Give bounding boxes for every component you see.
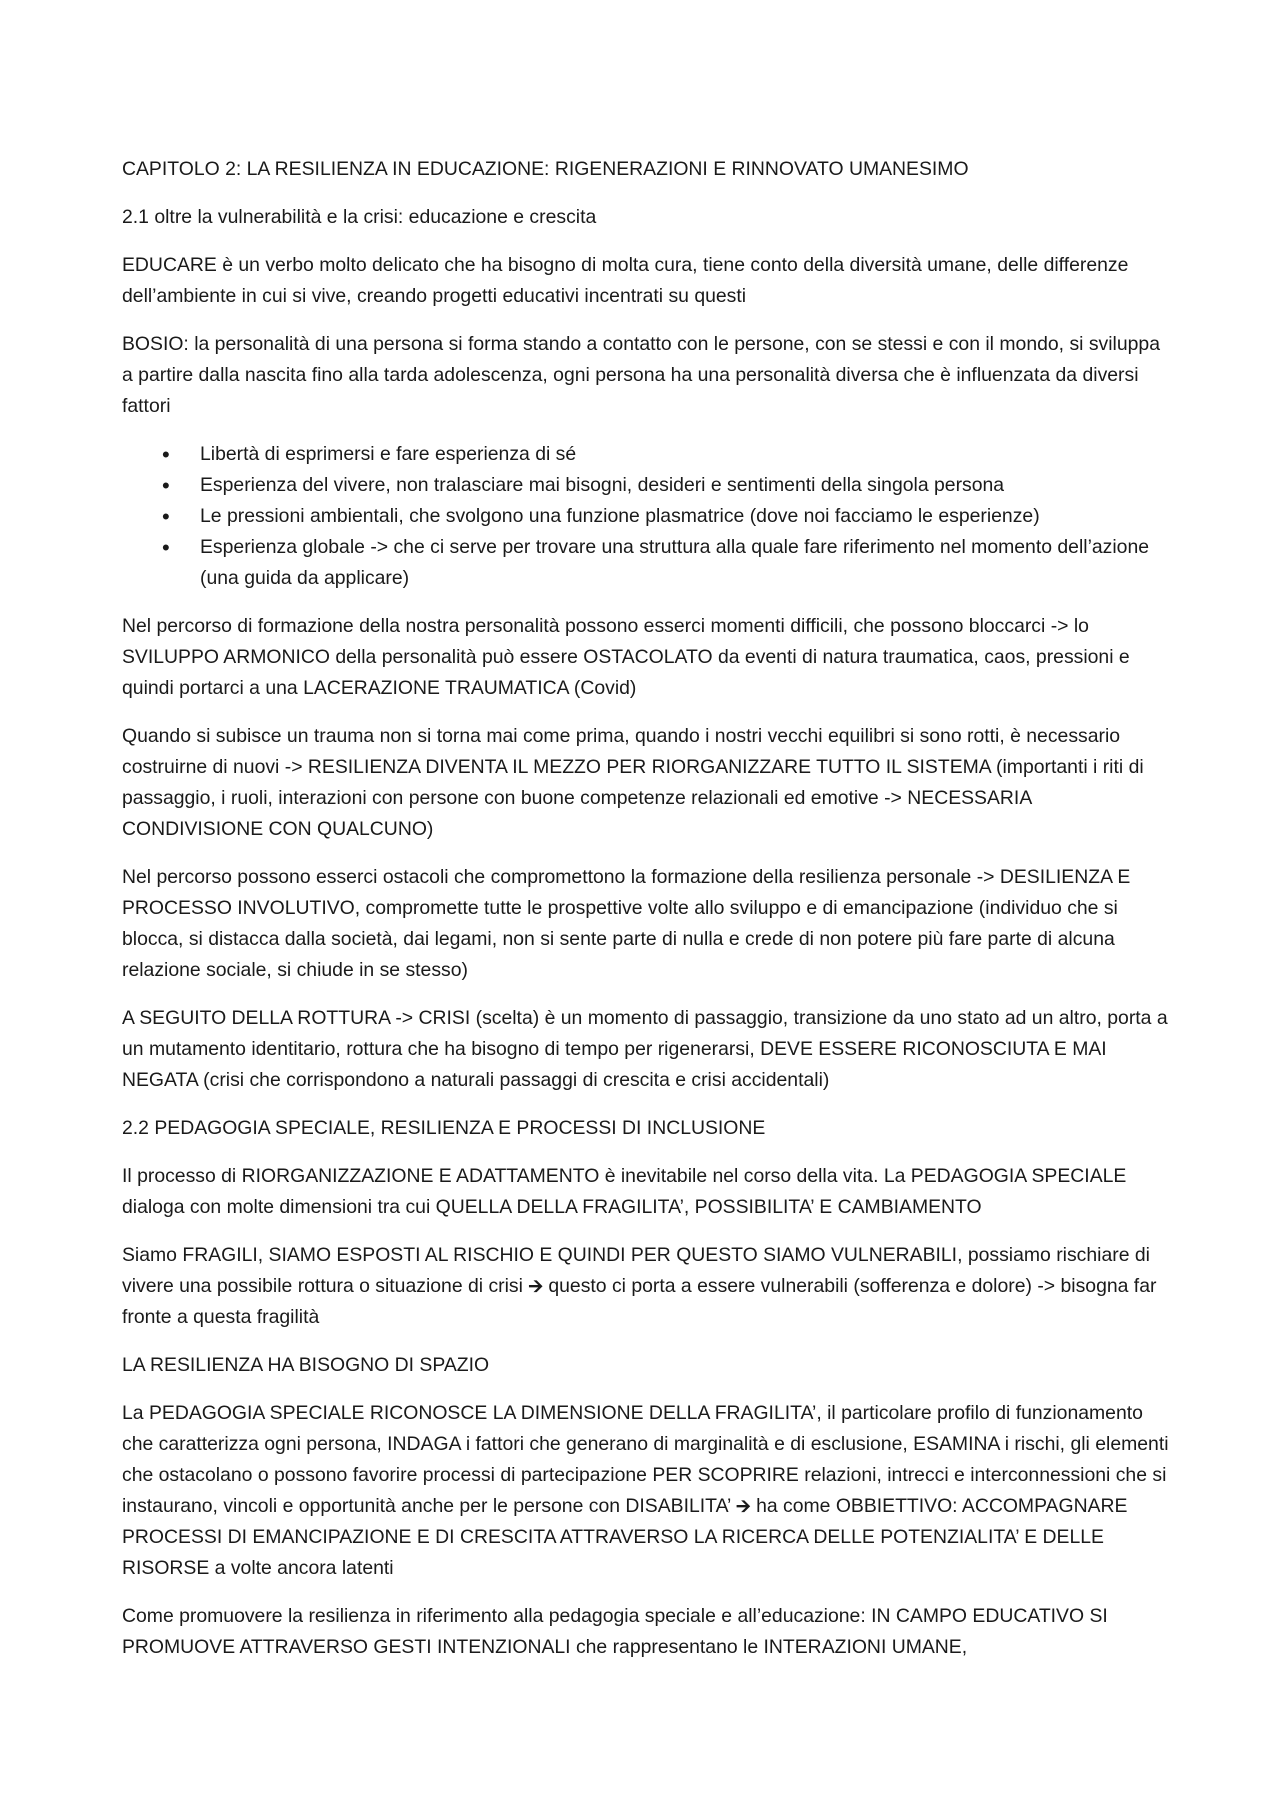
arrow-right-icon: 🡪 bbox=[528, 1276, 543, 1297]
paragraph-bosio: BOSIO: la personalità di una persona si forma stando a contatto con le persone, con se stessi e con il mondo, si sviluppa a partire dalla nascita fino alla tarda adolescenza, ogni persona ha una personalità diversa che è influenzata da diversi fattori bbox=[122, 333, 1160, 417]
arrow-right-icon: 🡪 bbox=[736, 1496, 751, 1517]
paragraph-fragili bbox=[122, 1240, 1170, 1333]
paragraph-pedagogia bbox=[122, 1398, 1170, 1584]
paragraph-ostacoli: Nel percorso possono esserci ostacoli che compromettono la formazione della resilienza personale -> DESILIENZA E PROCESSO INVOLUTIVO, compromette tutte le prospettive volte allo sviluppo e di emancipazione (individuo che si blocca, si distacca dalla società, dai legami, non si sente parte di nulla e crede di non potere più fare parte di alcuna relazione sociale, si chiude in se stesso) bbox=[122, 866, 1131, 981]
list-item: • Libertà di esprimersi e fare esperienza di sé bbox=[200, 439, 1170, 470]
list-item: • Esperienza del vivere, non tralasciare mai bisogni, desideri e sentimenti della singola persona bbox=[200, 470, 1170, 501]
paragraph-fragili-start: Siamo FRAGILI, SIAMO ESPOSTI AL RISCHIO E QUINDI PER QUESTO SIAMO VULNERABILI, possiamo rischiare di vivere una possibile rottura o situazione di crisi bbox=[122, 1244, 1150, 1297]
paragraph-promuovere: Come promuovere la resilienza in riferimento alla pedagogia speciale e all’educazione: IN CAMPO EDUCATIVO SI PROMUOVE ATTRAVERSO GESTI INTENZIONALI che rappresentano le INTERAZIONI UMANE, bbox=[122, 1605, 1108, 1658]
section-heading-2-2: 2.2 PEDAGOGIA SPECIALE, RESILIENZA E PROCESSI DI INCLUSIONE bbox=[122, 1117, 766, 1139]
paragraph-educare: EDUCARE è un verbo molto delicato che ha bisogno di molta cura, tiene conto della diversità umane, delle differenze dell’ambiente in cui si vive, creando progetti educativi incentrati su questi bbox=[122, 254, 1129, 307]
paragraph-riorganizzazione: Il processo di RIORGANIZZAZIONE E ADATTAMENTO è inevitabile nel corso della vita. La PEDAGOGIA SPECIALE dialoga con molte dimensioni tra cui QUELLA DELLA FRAGILITA’, POSSIBILITA’ E CAMBIAMENTO bbox=[122, 1165, 1127, 1218]
factors-list bbox=[122, 439, 1170, 594]
chapter-title: CAPITOLO 2: LA RESILIENZA IN EDUCAZIONE: RIGENERAZIONI E RINNOVATO UMANESIMO bbox=[122, 158, 969, 180]
paragraph-rottura: A SEGUITO DELLA ROTTURA -> CRISI (scelta) è un momento di passaggio, transizione da uno stato ad un altro, porta a un mutamento identitario, rottura che ha bisogno di tempo per rigenerarsi, DEVE ESSERE RICONOSCIUTA E MAI NEGATA (crisi che corrispondono a naturali passaggi di crescita e crisi accidentali) bbox=[122, 1007, 1168, 1091]
paragraph-trauma: Quando si subisce un trauma non si torna mai come prima, quando i nostri vecchi equilibri si sono rotti, è necessario costruirne di nuovi -> RESILIENZA DIVENTA IL MEZZO PER RIORGANIZZARE TUTTO IL SISTEMA (importanti i riti di passaggio, i ruoli, interazioni con persone con buone competenze relazionali ed emotive -> NECESSARIA CONDIVISIONE CON QUALCUNO) bbox=[122, 725, 1144, 840]
list-item: • Le pressioni ambientali, che svolgono una funzione plasmatrice (dove noi facciamo le esperienze) bbox=[200, 501, 1170, 532]
paragraph-pedagogia-end: ha come OBBIETTIVO: ACCOMPAGNARE PROCESSI DI EMANCIPAZIONE E DI CRESCITA ATTRAVERSO LA RICERCA DELLE POTENZIALITA’ E DELLE RISORSE a volte ancora latenti bbox=[122, 1495, 1128, 1579]
list-item: • Esperienza globale -> che ci serve per trovare una struttura alla quale fare riferimento nel momento dell’azione (una guida da applicare) bbox=[200, 532, 1170, 594]
paragraph-fragili-end: questo ci porta a essere vulnerabili (sofferenza e dolore) -> bisogna far fronte a questa fragilità bbox=[122, 1275, 1157, 1328]
heading-spazio: LA RESILIENZA HA BISOGNO DI SPAZIO bbox=[122, 1354, 490, 1376]
paragraph-pedagogia-start: La PEDAGOGIA SPECIALE RICONOSCE LA DIMENSIONE DELLA FRAGILITA’, il particolare profilo di funzionamento che caratterizza ogni persona, INDAGA i fattori che generano di marginalità e di esclusione, ESAMINA i rischi, gli elementi che ostacolano o possono favorire processi di partecipazione PER SCOPRIRE relazioni, intrecci e interconnessioni che si instaurano, vincoli e opportunità anche per le persone con DISABILITA’ bbox=[122, 1402, 1169, 1517]
document-page bbox=[122, 154, 1170, 1680]
paragraph-percorso: Nel percorso di formazione della nostra personalità possono esserci momenti difficili, che possono bloccarci -> lo SVILUPPO ARMONICO della personalità può essere OSTACOLATO da eventi di natura traumatica, caos, pressioni e quindi portarci a una LACERAZIONE TRAUMATICA (Covid) bbox=[122, 615, 1130, 699]
section-heading-2-1: 2.1 oltre la vulnerabilità e la crisi: educazione e crescita bbox=[122, 206, 597, 228]
